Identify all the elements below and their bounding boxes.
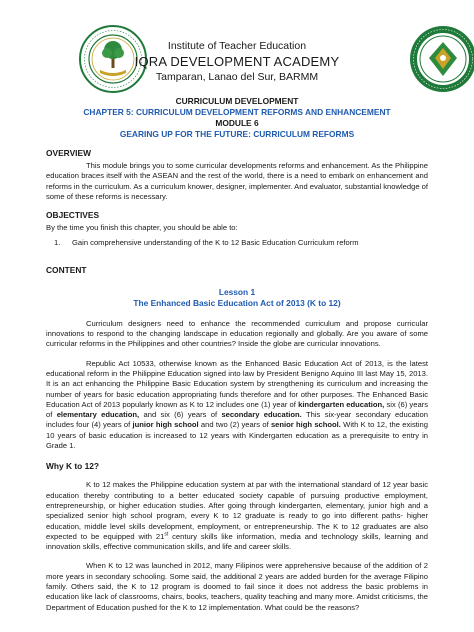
- objectives-heading: OBJECTIVES: [46, 210, 100, 221]
- lesson-paragraph-4: When K to 12 was launched in 2012, many Filipinos were apprehensive because of the addition of 2 more years in secondary schooling. Some said, the additional 2 years are added burden for the average Filipino family. Others said, the K to 12 program is doomed to fail since it does not address the basic problems in education like lack of classrooms, chairs, books, teachers, quality teaching and many more. Amidst criticisms, the Department of Education pushed for the K to 12 implementation. What could be the reasons?: [46, 561, 428, 612]
- letterhead: [46, 0, 428, 96]
- lesson-paragraph-2: Republic Act 10533, otherwise known as the Enhanced Basic Education Act of 2013, is the latest educational reform in the Philippine Education signed into law by President Benigno Aquino III last May 15, 2013. It is an act enhancing the Philippine Basic Education system by strengthening its curriculum and increasing the number of years for basic education appropriating funds therefore and for other purposes. The Enhanced Basic Education Act of 2013 popularly known as K to 12 includes one (1) year of kindergarten education, six (6) years of elementary education, and six (6) years of secondary education. This six-year secondary education includes four (4) years of junior high school and two (2) years of senior high school. With K to 12, the existing 10 years of basic education is increased to 12 years with Kindergarten education as a prerequisite to entry in Grade 1.: [46, 358, 428, 451]
- objective-text: Gain comprehensive understanding of the K to 12 Basic Education Curriculum reform: [72, 238, 359, 248]
- teacher-education-seal-logo: [408, 24, 474, 94]
- objective-number: 1.: [54, 238, 61, 248]
- academy-location: Tamparan, Lanao del Sur, BARMM: [155, 71, 319, 83]
- objective-item: [54, 238, 428, 248]
- lesson-label: Lesson 1: [218, 286, 256, 297]
- course-title: CURRICULUM DEVELOPMENT: [175, 96, 299, 106]
- lesson-title: The Enhanced Basic Education Act of 2013 (K to 12): [133, 297, 341, 308]
- lesson-paragraph-3: K to 12 makes the Philippine education system at par with the international standard of 12 year basic education thereby contributing to a better educated society capable of pursuing productive employment, entrepreneurship, or higher education studies. After going through kindergarten, elementary, junior high and a specialized senior high school program, every K to 12 graduate is ready to go into different paths- higher education, middle level skills development, employment, or entrepreneurship. The K to 12 graduates are also expected to be equipped with 21st century skills like information, media and technology skills, learning and innovation skills, effective communication skills, and life and career skills.: [46, 480, 429, 552]
- content-heading: CONTENT: [46, 264, 87, 275]
- overview-heading: OVERVIEW: [46, 148, 91, 158]
- chapter-title: CHAPTER 5: CURRICULUM DEVELOPMENT REFORMS AND ENHANCEMENT: [83, 107, 391, 117]
- institute-name: Institute of Teacher Education: [167, 40, 307, 52]
- academy-name: IQRA DEVELOPMENT ACADEMY: [134, 54, 340, 69]
- module-number: MODULE 6: [215, 118, 259, 128]
- lesson-paragraph-1: Curriculum designers need to enhance the recommended curriculum and propose curricular innovations to respond to the changing landscape in education regionally and globally. Are you aware of some curricular reforms in the Philippines and other countries? Inside the globe are curricular innovations.: [46, 318, 428, 349]
- module-title: GEARING UP FOR THE FUTURE: CURRICULUM REFORMS: [119, 129, 355, 139]
- module-titles: [46, 96, 428, 140]
- overview-text: This module brings you to some curricular developments reforms and enhancement. As the Philippine education braces itself with the ASEAN and the rest of the world, there is a need to embark on enhancement and reforms in the curriculum. As a curriculum knower, designer, implementer. And evaluator, substantial knowledge of some of these reforms is necessary.: [46, 161, 428, 201]
- objectives-intro: By the time you finish this chapter, you should be able to:: [46, 223, 238, 233]
- why-k12-heading: Why K to 12?: [46, 461, 100, 472]
- lesson-header: [46, 287, 428, 309]
